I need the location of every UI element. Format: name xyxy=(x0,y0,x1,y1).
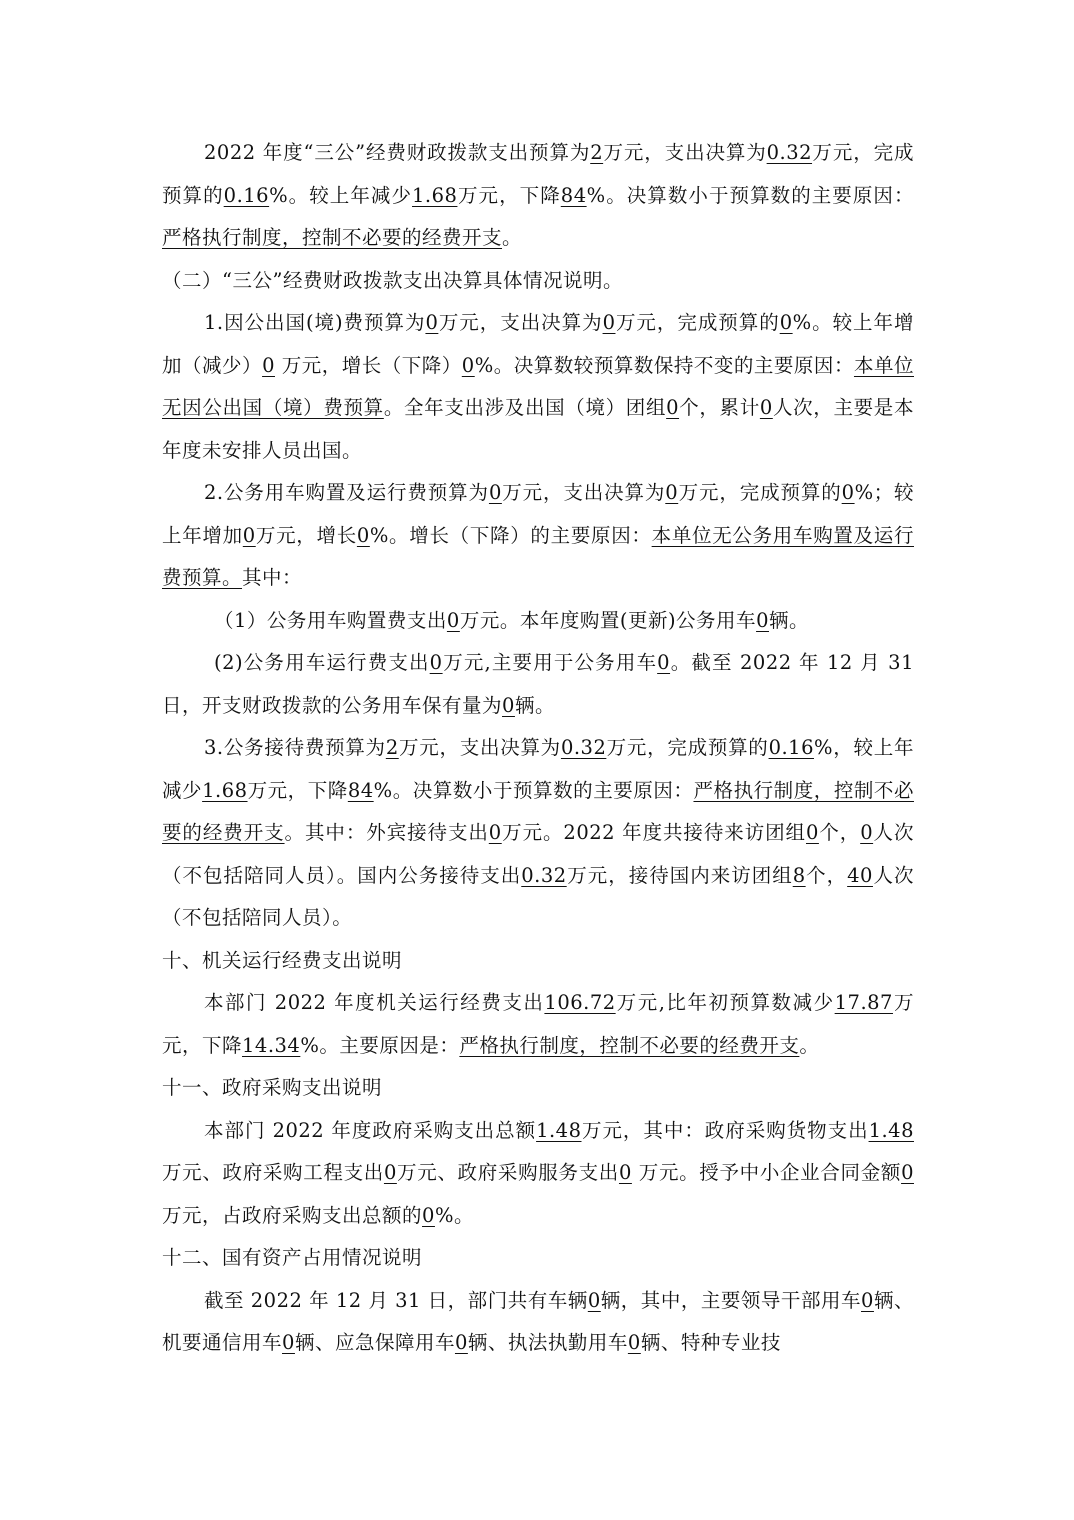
text-segment: %。决算数较预算数保持不变的主要原因： xyxy=(474,353,854,377)
underlined-value: 0.32 xyxy=(766,141,813,164)
body-paragraph xyxy=(162,132,914,260)
text-segment: （二）“三公”经费财政拨款支出决算具体情况说明。 xyxy=(162,268,623,292)
text-segment: 辆、应急保障用车 xyxy=(294,1331,455,1354)
underlined-value: 1.68 xyxy=(202,778,248,802)
text-segment: 辆，其中，主要领导干部用车 xyxy=(600,1288,862,1312)
text-segment: 万元。本年度购置(更新)公务用车 xyxy=(459,608,757,632)
underlined-value: 0 xyxy=(756,608,769,632)
text-segment: %。主要原因是： xyxy=(300,1033,460,1057)
text-segment: 万元，完成预算的 xyxy=(615,311,780,334)
underlined-value: 0 xyxy=(502,693,515,717)
body-paragraph xyxy=(162,982,914,1067)
underlined-value: 0 xyxy=(901,1161,914,1184)
text-segment: %。决算数小于预算数的主要原因： xyxy=(373,778,694,802)
text-segment: 万元、政府采购工程支出 xyxy=(162,1161,384,1184)
body-paragraph xyxy=(162,472,914,600)
underlined-value: 0 xyxy=(425,311,439,334)
underlined-value: 2 xyxy=(590,141,604,164)
text-segment: 万元，下降 xyxy=(247,778,348,802)
text-segment: 。截至 2022 年 12 月 31 日，开支财政拨款的公务用车保有量为 xyxy=(162,651,914,717)
body-paragraph xyxy=(162,1110,914,1238)
text-segment: 辆。 xyxy=(768,608,809,632)
text-segment: 十一、政府采购支出说明 xyxy=(162,1076,383,1099)
text-segment: 万元，占政府采购支出总额的 xyxy=(162,1203,423,1227)
underlined-value: 0.16 xyxy=(768,736,814,759)
text-segment: 万元，下降 xyxy=(457,183,561,207)
text-segment: 。 xyxy=(502,226,523,249)
text-segment: 万元。授予中小企业合同金额 xyxy=(631,1161,902,1184)
text-segment: 万元，完成预算的 xyxy=(162,141,914,207)
underlined-value: 17.87 xyxy=(834,991,893,1014)
underlined-value: 1.48 xyxy=(868,1118,914,1142)
text-segment: %。 xyxy=(434,1203,474,1227)
underlined-value: 0 xyxy=(657,651,671,674)
underlined-value: 84 xyxy=(347,778,374,802)
text-segment: 万元，支出决算为 xyxy=(438,311,603,334)
text-segment: 辆、执法执勤用车 xyxy=(467,1331,628,1354)
underlined-value: 0 xyxy=(429,651,443,674)
text-segment: 本部门 2022 年度政府采购支出总额 xyxy=(204,1118,537,1142)
underlined-value: 本单位无公务用车购置及运行费预算。 xyxy=(162,523,914,589)
text-segment: 万元，完成预算的 xyxy=(606,736,769,759)
section-heading xyxy=(162,1067,914,1110)
text-segment: 。全年支出涉及出国（境）团组 xyxy=(383,396,667,419)
body-paragraph xyxy=(162,302,914,472)
text-segment: 辆、机要通信用车 xyxy=(162,1288,914,1354)
text-segment: 2.公务用车购置及运行费预算为 xyxy=(204,481,489,504)
text-segment: 3.公务接待费预算为 xyxy=(204,736,386,759)
underlined-value: 0 xyxy=(666,396,680,419)
underlined-value: 0 xyxy=(861,1288,874,1312)
underlined-value: 0.16 xyxy=(223,183,270,207)
underlined-value: 8 xyxy=(792,863,806,887)
underlined-value: 0 xyxy=(602,311,616,334)
text-segment: 万元。2022 年度共接待来访团组 xyxy=(501,821,806,844)
underlined-value: 2 xyxy=(385,736,399,759)
underlined-value: 0 xyxy=(805,821,819,844)
text-segment: %。决算数小于预算数的主要原因： xyxy=(586,183,914,207)
underlined-value: 0 xyxy=(242,523,256,547)
underlined-value: 0 xyxy=(282,1331,295,1354)
underlined-value: 1.48 xyxy=(536,1118,582,1142)
underlined-value: 0 xyxy=(841,481,855,504)
text-segment: 万元，其中：政府采购货物支出 xyxy=(581,1118,869,1142)
body-paragraph xyxy=(162,727,914,940)
underlined-value: 0 xyxy=(454,1331,468,1354)
section-heading xyxy=(162,940,914,983)
text-segment: 。 xyxy=(799,1033,820,1057)
text-segment: 2022 年度“三公”经费财政拨款支出预算为 xyxy=(204,141,591,164)
text-segment: 个，累计 xyxy=(679,396,760,419)
text-segment: 辆。 xyxy=(514,693,555,717)
text-segment: 万元,主要用于公务用车 xyxy=(442,651,658,674)
text-segment: 个， xyxy=(805,863,848,887)
underlined-value: 0 xyxy=(488,821,502,844)
text-segment: 其中： xyxy=(242,566,303,589)
text-segment: 。其中：外宾接待支出 xyxy=(284,821,489,844)
text-segment: %。增长（下降）的主要原因： xyxy=(369,523,652,547)
underlined-value: 0.32 xyxy=(521,863,567,887)
text-segment: 万元，接待国内来访团组 xyxy=(566,863,793,887)
underlined-value: 严格执行制度，控制不必要的经费开支 xyxy=(459,1033,800,1057)
underlined-value: 0 xyxy=(488,481,502,504)
text-segment: 本部门 2022 年度机关运行经费支出 xyxy=(204,991,545,1014)
text-segment: %；较上年增加 xyxy=(162,481,914,547)
underlined-value: 0 xyxy=(587,1288,601,1312)
text-segment: 十、机关运行经费支出说明 xyxy=(162,948,403,972)
document-body xyxy=(162,132,914,1365)
text-segment: 万元，支出决算为 xyxy=(501,481,666,504)
text-segment: 万元、政府采购服务支出 xyxy=(396,1161,619,1184)
underlined-value: 本单位无因公出国（境）费预算 xyxy=(162,353,914,419)
underlined-value: 1.68 xyxy=(412,183,458,207)
text-segment: 万元，支出决算为 xyxy=(603,141,767,164)
text-segment: %。较上年增加（减少） xyxy=(162,311,914,377)
section-heading xyxy=(162,1237,914,1280)
text-segment: 截至 2022 年 12 月 31 日，部门共有车辆 xyxy=(204,1288,588,1312)
underlined-value: 0 xyxy=(461,353,475,377)
text-segment: 万元,比年初预算数减少 xyxy=(615,991,835,1014)
underlined-value: 0 xyxy=(356,523,370,547)
underlined-value: 0.32 xyxy=(560,736,607,759)
text-segment: 人次（不包括陪同人员）。 xyxy=(162,863,914,929)
text-segment: 万元，增长（下降） xyxy=(274,353,462,377)
text-segment: 个， xyxy=(818,821,861,844)
text-segment: 万元，增长 xyxy=(255,523,357,547)
underlined-value: 0 xyxy=(860,821,874,844)
underlined-value: 84 xyxy=(560,183,587,207)
underlined-value: 0 xyxy=(422,1203,435,1227)
text-segment: 十二、国有资产占用情况说明 xyxy=(162,1246,423,1269)
underlined-value: 40 xyxy=(847,863,873,887)
underlined-value: 106.72 xyxy=(544,991,616,1014)
section-heading xyxy=(162,260,914,303)
text-segment: (2)公务用车运行费支出 xyxy=(214,651,430,674)
underlined-value: 严格执行制度，控制不必要的经费开支 xyxy=(162,778,914,844)
text-segment: 1.因公出国(境)费预算为 xyxy=(204,311,426,334)
underlined-value: 14.34 xyxy=(242,1033,301,1057)
underlined-value: 0 xyxy=(262,353,275,377)
text-segment: 万元，支出决算为 xyxy=(398,736,561,759)
underlined-value: 0 xyxy=(618,1161,632,1184)
underlined-value: 0 xyxy=(383,1161,397,1184)
underlined-value: 0 xyxy=(665,481,679,504)
text-segment: 辆、特种专业技 xyxy=(640,1331,781,1354)
underlined-value: 0 xyxy=(627,1331,641,1354)
text-segment: %。较上年减少 xyxy=(269,183,413,207)
underlined-value: 0 xyxy=(779,311,793,334)
text-segment: 人次，主要是本年度未安排人员出国。 xyxy=(162,396,914,462)
text-segment: 人次（不包括陪同人员）。国内公务接待支出 xyxy=(162,821,914,887)
text-segment: %，较上年减少 xyxy=(162,736,914,802)
underlined-value: 0 xyxy=(759,396,773,419)
text-segment: （1）公务用车购置费支出 xyxy=(214,608,447,632)
body-paragraph xyxy=(162,600,914,643)
underlined-value: 严格执行制度，控制不必要的经费开支 xyxy=(162,226,503,249)
body-paragraph xyxy=(162,642,914,727)
text-segment: 万元，下降 xyxy=(162,991,914,1057)
body-paragraph xyxy=(162,1280,914,1365)
underlined-value: 0 xyxy=(446,608,460,632)
text-segment: 万元，完成预算的 xyxy=(678,481,842,504)
